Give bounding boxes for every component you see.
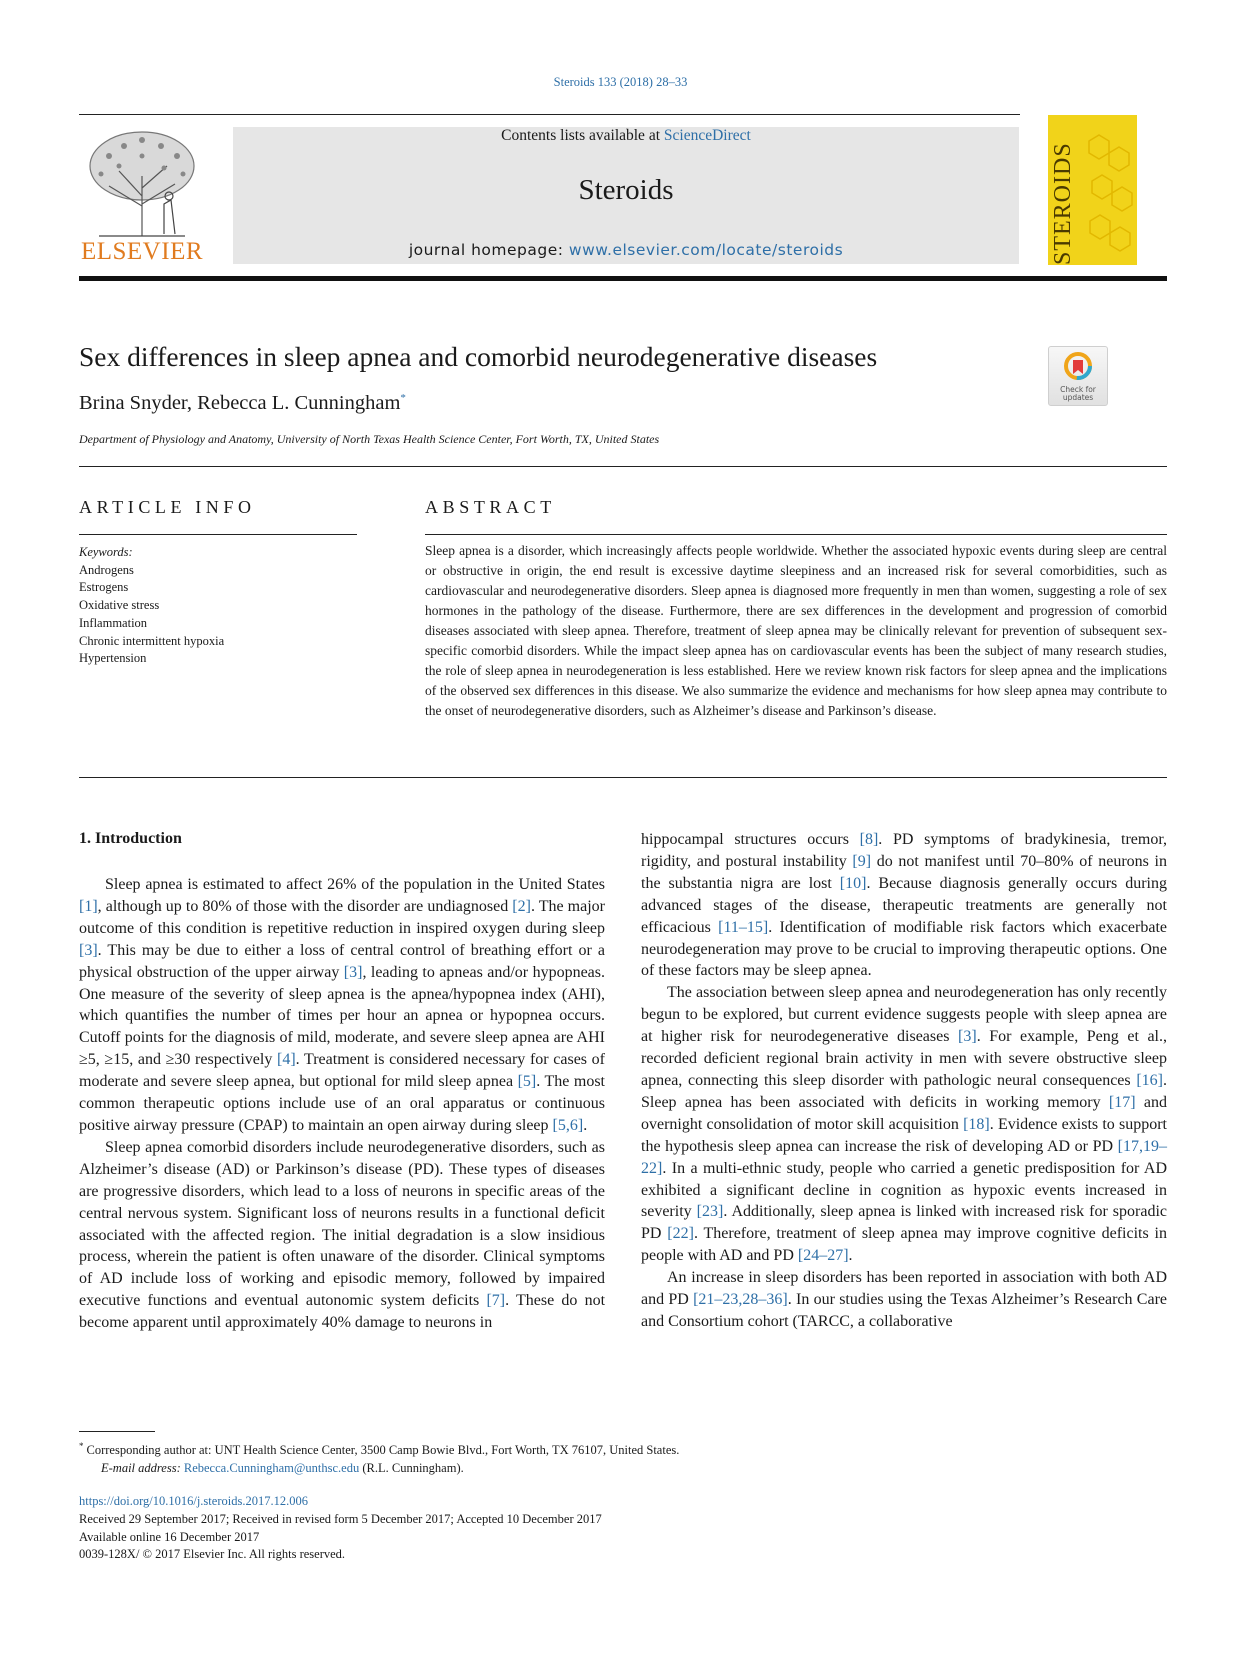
footnote-rule <box>79 1431 155 1432</box>
citation-link[interactable]: [3] <box>958 1028 977 1046</box>
molecule-pattern-icon <box>1084 121 1136 261</box>
body-text: An increase in sleep disorders has been reported in association with both AD and PD <box>641 1269 1167 1309</box>
keywords-label: Keywords: <box>79 545 133 559</box>
body-text: . The major outcome of this condition is repetitive reduction in inspired oxygen during sleep <box>79 897 605 937</box>
corresponding-author-mark[interactable]: * <box>400 392 406 405</box>
citation-link[interactable]: [17,19–22] <box>641 1137 1167 1177</box>
body-text: . Additionally, sleep apnea is linked with increased risk for sporadic PD <box>641 1203 1167 1243</box>
body-column-left <box>79 874 605 1334</box>
available-online-date: Available online 16 December 2017 <box>79 1529 260 1544</box>
keyword: Hypertension <box>79 651 147 666</box>
body-paragraph <box>79 874 605 1137</box>
body-text: hippocampal structures occurs <box>641 831 860 848</box>
body-text: The association between sleep apnea and neurodegeneration has only recently begun to be explored, but current evidence suggests people with sleep apnea are at higher risk for neurodegenerative diseases <box>641 984 1167 1046</box>
elsevier-tree-icon <box>79 126 205 238</box>
citation-link[interactable]: [18] <box>963 1115 990 1133</box>
sciencedirect-link[interactable]: ScienceDirect <box>663 127 751 144</box>
body-text: . The most common therapeutic options include use of an oral apparatus or continuous positive airway pressure (CPAP) to maintain an open airway during sleep <box>79 1073 606 1134</box>
homepage-prefix: journal homepage: <box>408 241 564 259</box>
body-text: . Because diagnosis generally occurs during advanced stages of the disease, therapeutic treatments are generally not efficacious <box>641 874 1167 936</box>
citation-link[interactable]: [5] <box>517 1073 537 1091</box>
citation-link[interactable]: [7] <box>486 1292 506 1310</box>
citation-link[interactable]: [1] <box>79 897 98 915</box>
article-title: Sex differences in sleep apnea and comorbid neurodegenerative diseases <box>79 341 878 372</box>
citation-link[interactable]: [3] <box>79 941 98 959</box>
citation-link[interactable]: [2] <box>512 897 531 915</box>
check-for-updates-icon <box>1063 351 1093 383</box>
title-rule <box>79 466 1167 467</box>
body-text: . <box>583 1116 588 1134</box>
citation-link[interactable]: [11–15] <box>718 918 769 936</box>
citation-link[interactable]: [4] <box>277 1051 296 1069</box>
copyright-notice: 0039-128X/ © 2017 Elsevier Inc. All rights reserved. <box>79 1547 346 1562</box>
authors: Brina Snyder, Rebecca L. Cunningham <box>79 392 401 414</box>
contents-prefix: Contents lists available at <box>501 127 661 144</box>
footnote-mark: * <box>79 1441 84 1451</box>
body-paragraph <box>641 982 1167 1267</box>
citation-link[interactable]: [21–23,28–36] <box>693 1291 788 1309</box>
keyword: Estrogens <box>79 580 129 595</box>
body-text: . In our studies using the Texas Alzheimer’s Research Care and Consortium cohort (TARCC, a collaborative <box>641 1291 1167 1330</box>
body-text: . Therefore, treatment of sleep apnea may improve cognitive deficits in people with AD and PD <box>641 1225 1168 1265</box>
corresponding-author-footnote <box>79 1437 679 1477</box>
homepage-link[interactable]: www.elsevier.com/locate/steroids <box>568 241 844 259</box>
body-text: , although up to 80% of those with the disorder are undiagnosed <box>97 897 513 915</box>
citation-link[interactable]: [16] <box>1136 1071 1163 1089</box>
header-rule <box>79 114 1020 115</box>
keyword: Oxidative stress <box>79 598 160 613</box>
citation-link[interactable]: [23] <box>696 1203 724 1221</box>
body-text: and overnight consolidation of motor skill acquisition <box>641 1093 1167 1133</box>
journal-reference-link[interactable]: Steroids 133 (2018) 28–33 <box>553 75 688 89</box>
body-text: . Sleep apnea has been associated with deficits in working memory <box>641 1071 1167 1111</box>
abstract-rule <box>425 534 1167 535</box>
citation-link[interactable]: [10] <box>839 874 867 892</box>
citation-link[interactable]: [8] <box>859 831 879 848</box>
body-paragraph <box>641 1267 1167 1333</box>
email-label: E-mail address: <box>101 1461 181 1476</box>
body-text: do not manifest until 70–80% of neurons in the substantia nigra are lost <box>641 852 1168 892</box>
email-link[interactable]: Rebecca.Cunningham@unthsc.edu <box>183 1461 360 1476</box>
abstract-text: Sleep apnea is a disorder, which increasingly affects people worldwide. Whether the associated hypoxic events during sleep are central or obstructive in origin, the end result is excessive daytime sleepiness and an increased risk for several comorbidities, such as cardiovascular and neurodegenerative disorders. Sleep apnea is diagnosed more frequently in men than women, suggesting a role of sex hormones in the pathology of the disease. Furthermore, there are sex differences in the development and progression of comorbid diseases associated with sleep apnea. Therefore, treatment of sleep apnea may be clinically relevant for prevention of subsequent sex-specific comorbid disorders. While the impact sleep apnea has on cardiovascular events has been the subject of many research studies, the role of sleep apnea in neurodegeneration is less established. Here we review known risk factors for sleep apnea and the implications of the observed sex differences in this disease. We also summarize the evidence and mechanisms for how sleep apnea may contribute to the onset of neurodegenerative disorders, such as Alzheimer’s disease and Parkinson’s disease. <box>425 543 1167 718</box>
elsevier-wordmark: ELSEVIER <box>80 238 204 265</box>
body-text: . <box>848 1247 853 1265</box>
body-text: . Treatment is considered necessary for cases of moderate and severe sleep apnea, but optional for mild sleep apnea <box>79 1051 606 1091</box>
body-text: Sleep apnea comorbid disorders include neurodegenerative disorders, such as Alzheimer’s disease (AD) or Parkinson’s disease (PD). These types of diseases are progressive disorders, which lead to a loss of neurons in specific areas of the central nervous system. Significant loss of neurons results in a functional deficit associated with the affected region. The initial degradation is a slow insidious process, wherein the patient is often unaware of the disorder. Clinical symptoms of AD include loss of working and episodic memory, followed by impaired executive functions and eventual autonomic system deficits <box>79 1138 605 1310</box>
body-column-right <box>641 829 1167 1333</box>
body-text: . This may be due to either a loss of central control of breathing effort or a physical obstruction of the upper airway <box>79 941 605 981</box>
journal-masthead <box>233 127 1019 264</box>
citation-link[interactable]: [17] <box>1108 1093 1136 1111</box>
received-dates: Received 29 September 2017; Received in revised form 5 December 2017; Accepted 10 December 2017 <box>79 1511 602 1526</box>
keyword: Androgens <box>79 562 134 577</box>
keyword: Inflammation <box>79 615 148 630</box>
author-list <box>79 392 406 415</box>
body-text: . For example, Peng et al., recorded deficient regional brain activity in men with severe obstructive sleep apnea, connecting this sleep disorder with pathologic neural consequences <box>641 1028 1168 1089</box>
section-heading-introduction: 1. Introduction <box>79 830 182 847</box>
body-text: , leading to apneas and/or hypopneas. One measure of the severity of sleep apnea is the apnea/hypopnea index (AHI), which quantifies the number of times per hour an apnea or hypopnea occurs. Cutoff points for the diagnosis of mild, moderate, and severe sleep apnea are AHI ≥5, ≥15, and ≥30 respectively <box>79 963 605 1069</box>
abstract-heading: ABSTRACT <box>425 497 556 517</box>
citation-link[interactable]: [9] <box>852 852 872 870</box>
masthead-rule <box>79 276 1167 281</box>
citation-link[interactable]: [5,6] <box>552 1116 584 1134</box>
body-text: . Identification of modifiable risk factors which exacerbate neurodegeneration may prove to be crucial to improving therapeutic options. One of these factors may be sleep apnea. <box>641 918 1168 980</box>
article-metadata <box>79 1493 602 1564</box>
abstract-bottom-rule <box>79 777 1167 778</box>
citation-link[interactable]: [3] <box>343 963 363 981</box>
elsevier-logo <box>79 126 205 266</box>
article-info-rule <box>79 534 357 535</box>
doi-link[interactable]: https://doi.org/10.1016/j.steroids.2017.12.006 <box>79 1494 308 1508</box>
journal-reference[interactable] <box>0 75 1241 90</box>
body-text: Sleep apnea is estimated to affect 26% of the population in the United States <box>105 876 605 893</box>
check-for-updates-label: Check for updates <box>1060 385 1096 402</box>
journal-cover[interactable] <box>1048 115 1137 265</box>
body-text: . PD symptoms of bradykinesia, tremor, rigidity, and postural instability <box>641 831 1168 870</box>
check-for-updates-button[interactable] <box>1048 346 1108 406</box>
body-paragraph <box>79 1137 605 1334</box>
citation-link[interactable]: [24–27] <box>797 1247 849 1265</box>
body-paragraph <box>641 829 1167 982</box>
body-text: . In a multi-ethnic study, people who carried a genetic predisposition for AD exhibited a significant decline in cognition as hypoxic events increased in severity <box>641 1159 1167 1221</box>
body-text: . These do not become apparent until approximately 40% damage to neurons in <box>79 1292 606 1332</box>
article-info-heading: ARTICLE INFO <box>79 497 256 517</box>
email-suffix: (R.L. Cunningham). <box>362 1461 464 1476</box>
affiliation: Department of Physiology and Anatomy, University of North Texas Health Science Center, Fort Worth, TX, United States <box>79 432 660 446</box>
journal-homepage <box>233 241 1019 259</box>
keywords-block <box>79 544 224 668</box>
citation-link[interactable]: [22] <box>667 1225 694 1243</box>
contents-line <box>233 127 1019 145</box>
body-text: . Evidence exists to support the hypothesis sleep apnea can increase the risk of developing AD or PD <box>641 1115 1167 1155</box>
cover-title: STEROIDS <box>1050 142 1076 265</box>
journal-title: Steroids <box>578 174 674 206</box>
keyword: Chronic intermittent hypoxia <box>79 633 225 648</box>
corresponding-address: Corresponding author at: UNT Health Science Center, 3500 Camp Bowie Blvd., Fort Worth, TX 76107, United States. <box>86 1443 680 1458</box>
